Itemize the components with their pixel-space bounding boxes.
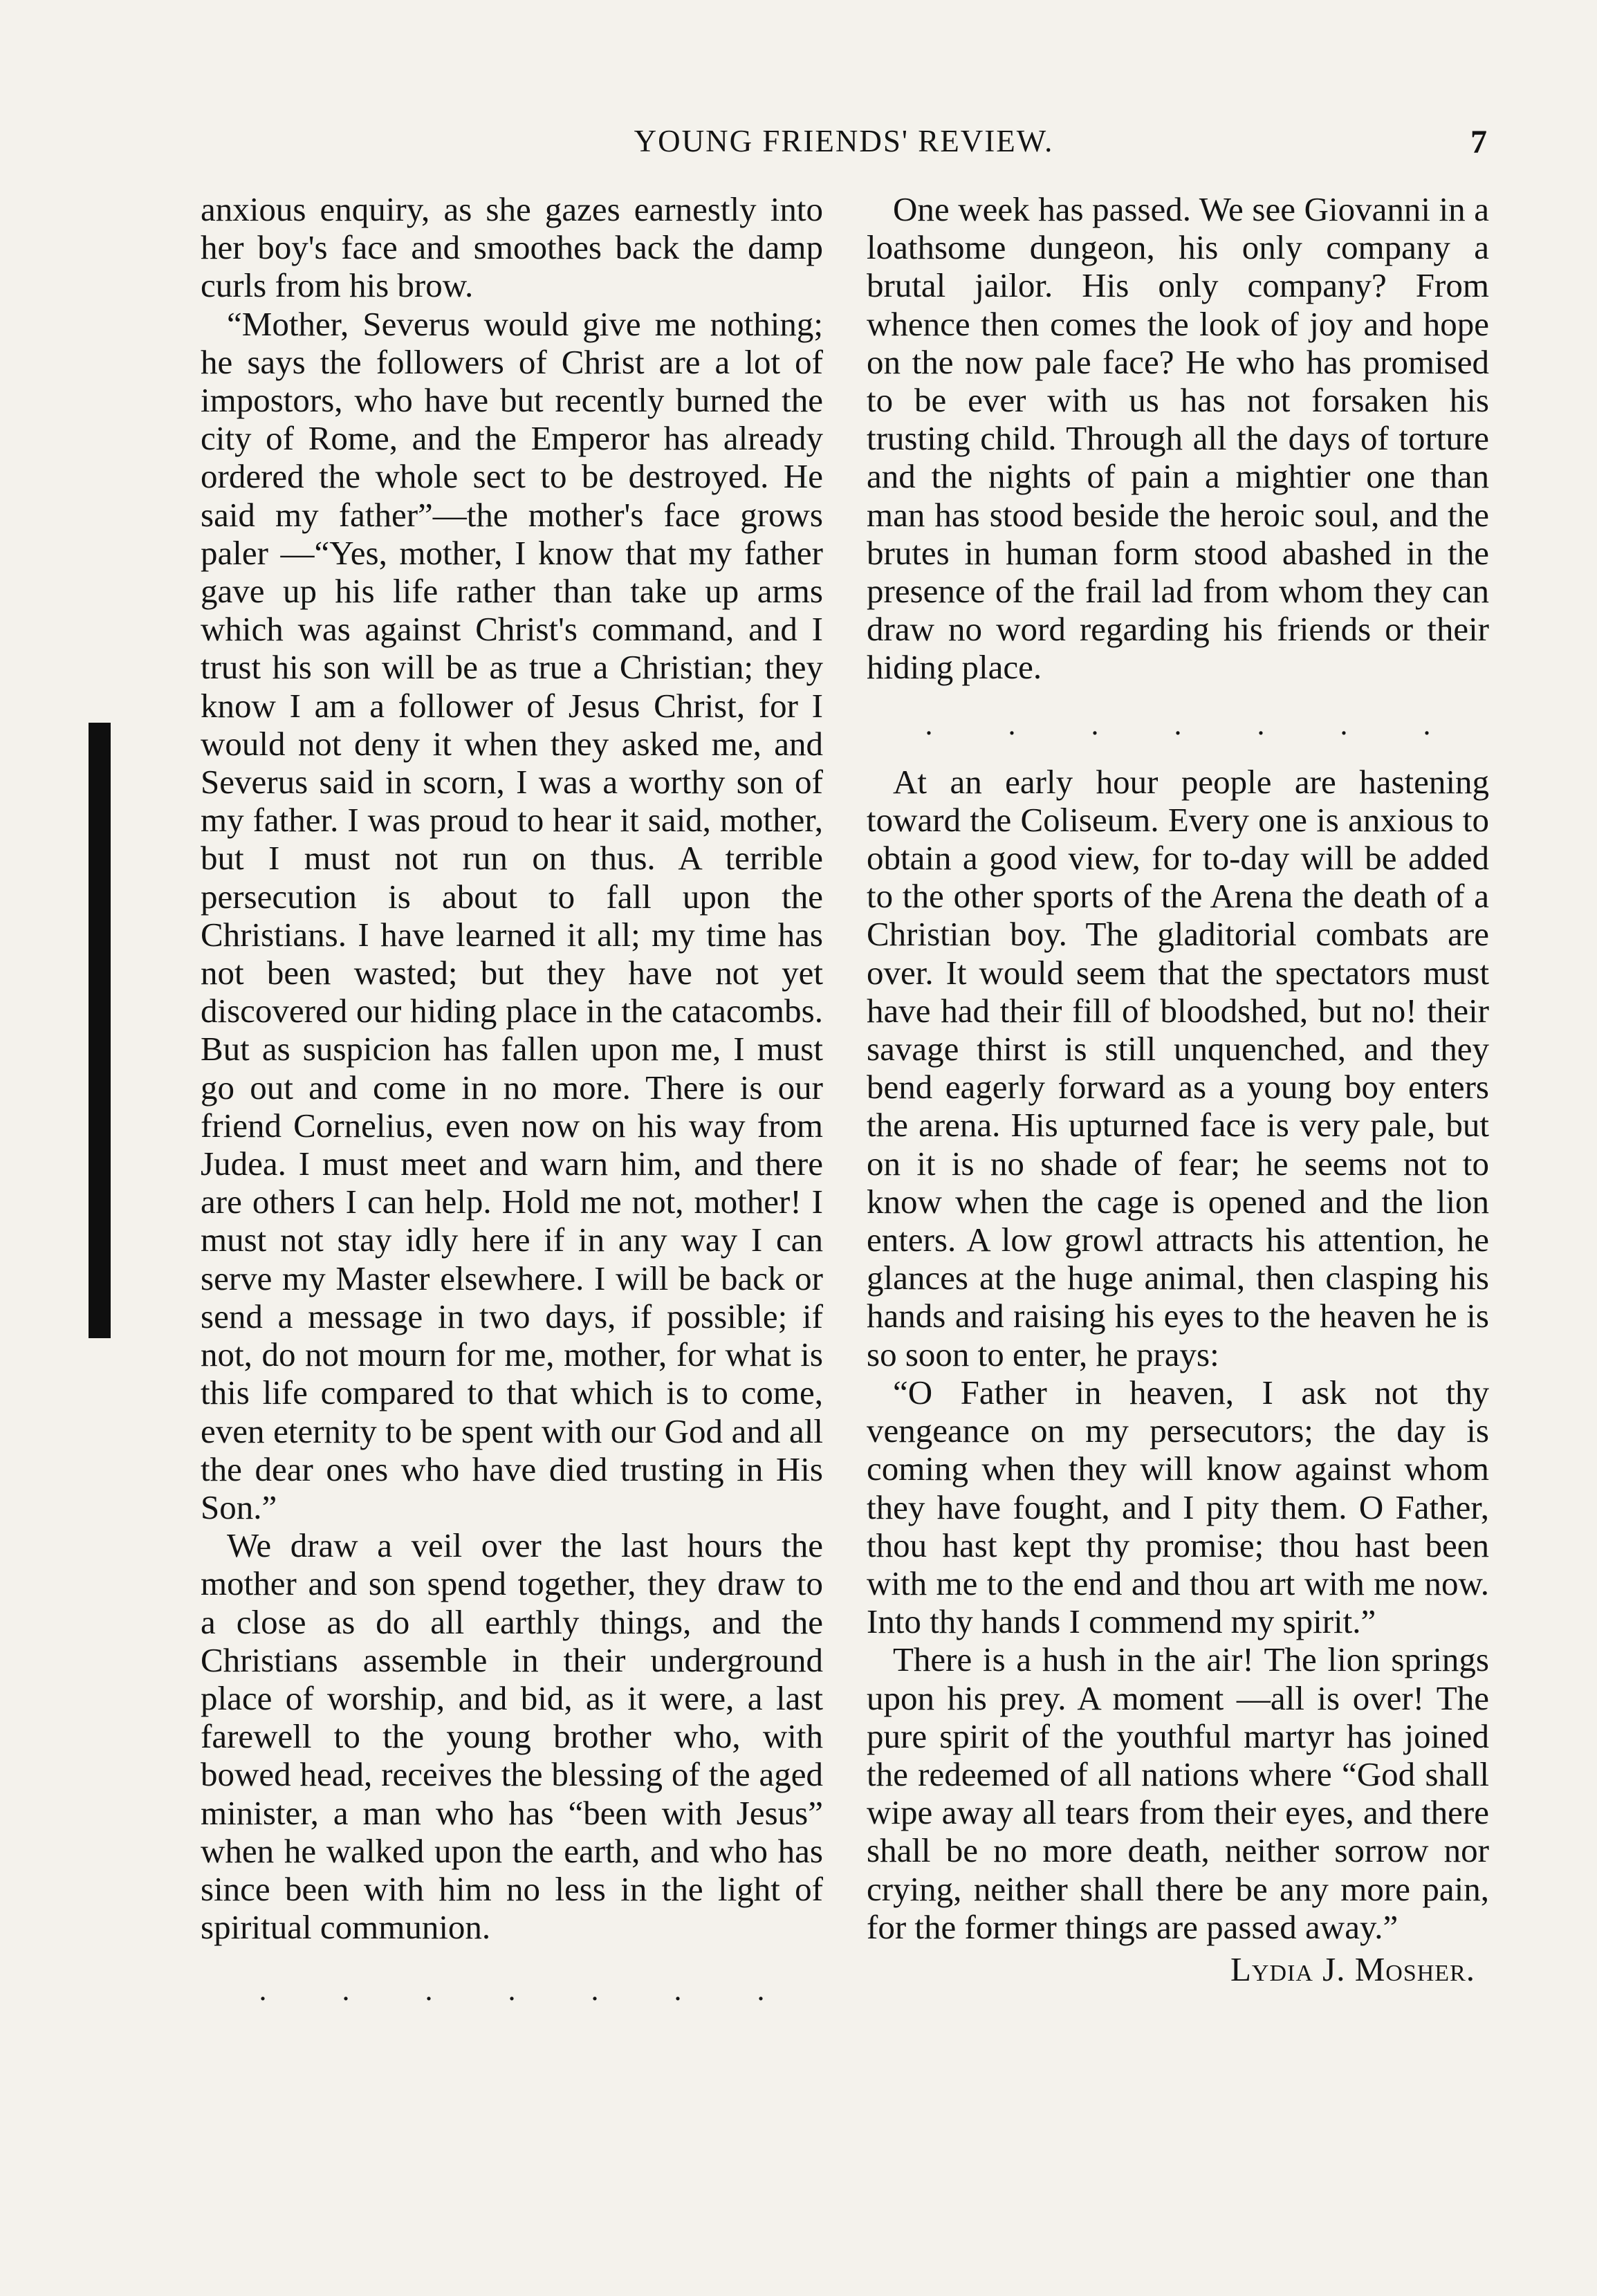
dot: . bbox=[674, 1972, 682, 2007]
dot: . bbox=[1340, 707, 1348, 742]
dot: . bbox=[757, 1972, 765, 2007]
paragraph: One week has passed. We see Giovanni in a loathsome dungeon, his only company a brutal jailor. His only company? From whence then comes the look of joy and hope on the now pale face? He who has promised to be ever with us has not forsaken his trusting child. Through all the days of torture and the nights of pain a mightier one than man has stood beside the heroic soul, and the brutes in human form stood abashed in the presence of the frail lad from whom they can draw no word regarding his friends or their hiding place. bbox=[867, 190, 1489, 687]
dot: . bbox=[1423, 707, 1431, 742]
dot: . bbox=[342, 1972, 350, 2007]
right-column bbox=[867, 190, 1489, 1988]
dot: . bbox=[425, 1972, 433, 2007]
dot: . bbox=[1091, 707, 1099, 742]
paragraph: We draw a veil over the last hours the mother and son spend together, they draw to a close as do all earthly things, and the Christians assemble in their underground place of worship, and bid, as it were, a last farewell to the young brother who, with bowed head, receives the blessing of the aged minister, a man who has “been with Jesus” when he walked upon the earth, and who has since been with him no less in the light of spiritual communion. bbox=[201, 1526, 823, 1947]
section-break bbox=[867, 687, 1489, 763]
dot: . bbox=[1008, 707, 1016, 742]
author-signature: Lydia J. Mosher. bbox=[1230, 1950, 1475, 1988]
dot: . bbox=[925, 707, 933, 742]
page-number: 7 bbox=[1470, 124, 1487, 160]
page-header bbox=[201, 123, 1487, 178]
running-title: YOUNG FRIENDS' REVIEW. bbox=[634, 124, 1054, 158]
dot: . bbox=[591, 1972, 599, 2007]
paragraph: anxious enquiry, as she gazes earnestly into her boy's face and smoothes back the damp curls from his brow. bbox=[201, 190, 823, 305]
paragraph: “Mother, Severus would give me nothing; he says the followers of Christ are a lot of impostors, who have but recently burned the city of Rome, and the Emperor has already ordered the whole sect to be destroyed. He said my father”—the mother's face grows paler —“Yes, mother, I know that my father gave up his life rather than take up arms which was against Christ's command, and I trust his son will be as true a Christian; they know I am a follower of Jesus Christ, for I would not deny it when they asked me, and Severus said in scorn, I was a worthy son of my father. I was proud to hear it said, mother, but I must not run on thus. A terrible persecution is about to fall upon the Christians. I have learned it all; my time has not been wasted; but they have not yet discovered our hiding place in the catacombs. But as suspicion has fallen upon me, I must go out and come in no more. There is our friend Cornelius, even now on his way from Judea. I must meet and warn him, and there are others I can help. Hold me not, mother! I must not stay idly here if in any way I can serve my Master elsewhere. I will be back or send a message in two days, if possible; if not, do not mourn for me, mother, for what is this life compared to that which is to come, even eternity to be spent with our God and all the dear ones who have died trusting in His Son.” bbox=[201, 304, 823, 1526]
paragraph: “O Father in heaven, I ask not thy vengeance on my persecutors; the day is coming when they will know against whom they have fought, and I pity them. O Father, thou hast kept thy promise; thou hast been with me to the end and thou art with me now. Into thy hands I commend my spirit.” bbox=[867, 1373, 1489, 1641]
paragraph: There is a hush in the air! The lion springs upon his prey. A moment —all is over! The pure spirit of the youthful martyr has joined the redeemed of all nations where “God shall wipe away all tears from their eyes, and there shall be no more death, neither sorrow nor crying, neither shall there be any more pain, for the former things are passed away.” bbox=[867, 1640, 1489, 1946]
margin-bar bbox=[89, 723, 111, 1338]
left-column bbox=[201, 190, 823, 2028]
dot: . bbox=[1257, 707, 1265, 742]
section-break bbox=[201, 1952, 823, 2028]
dot: . bbox=[1174, 707, 1182, 742]
dot: . bbox=[508, 1972, 516, 2007]
paragraph: At an early hour people are hastening toward the Coliseum. Every one is anxious to obtain a good view, for to-day will be added to the other sports of the Arena the death of a Christian boy. The gladitorial combats are over. It would seem that the spectators must have had their fill of bloodshed, but no! their savage thirst is still unquenched, and they bend eagerly forward as a young boy enters the arena. His upturned face is very pale, but on it is no shade of fear; he seems not to know when the cage is opened and the lion enters. A low growl attracts his attention, he glances at the huge animal, then clasping his hands and raising his eyes to the heaven he is so soon to enter, he prays: bbox=[867, 762, 1489, 1373]
dot: . bbox=[259, 1972, 267, 2007]
